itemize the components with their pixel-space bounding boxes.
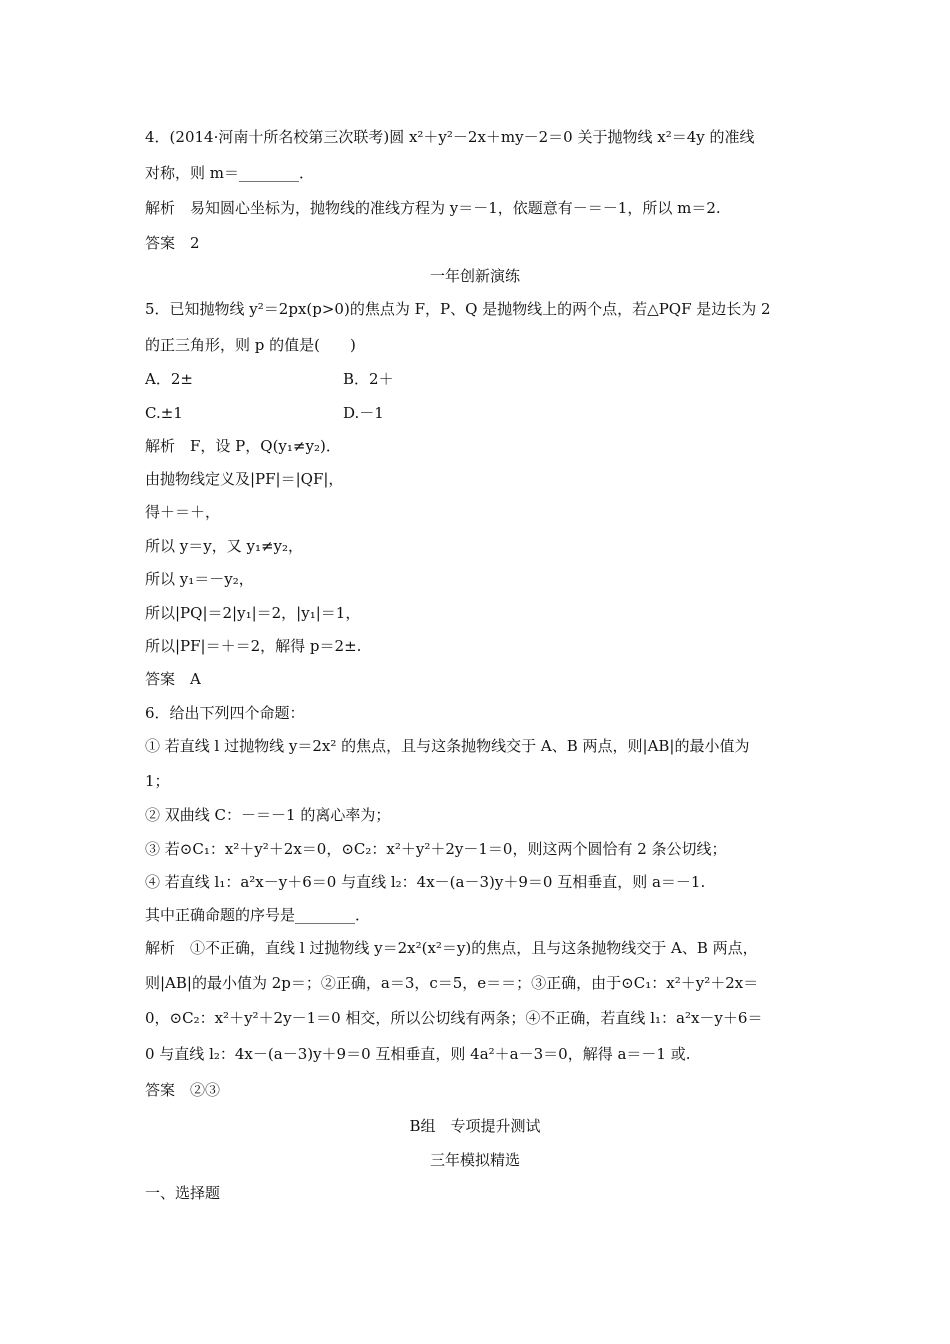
proposition-3: ③ 若⊙C₁：x²＋y²＋2x＝0，⊙C₂：x²＋y²＋2y－1＝0，则这两个圆恰有 2 条公切线；	[145, 840, 727, 858]
proposition-4: ④ 若直线 l₁：a²x－y＋6＝0 与直线 l₂：4x－(a－3)y＋9＝0 互相垂直，则 a＝－1.	[145, 873, 706, 891]
question-5-line-2: 的正三角形，则 p 的值是( )	[145, 336, 356, 354]
solution-6-line-4: 0 与直线 l₂：4x－(a－3)y＋9＝0 互相垂直，则 4a²＋a－3＝0，解得 a＝－1 或.	[145, 1045, 691, 1063]
solution-5-line-7: 所以|PF|＝＋＝2，解得 p＝2±.	[145, 637, 362, 655]
solution-5-line-3: 得＋＝＋，	[145, 503, 221, 521]
solution-5-line-1: 解析 F，设 P，Q(y₁≠y₂)．	[145, 437, 341, 455]
option-b: B．2＋	[343, 370, 394, 388]
answer-6: 答案 ②③	[145, 1081, 221, 1099]
proposition-2: ② 双曲线 C：－＝－1 的离心率为；	[145, 806, 391, 824]
solution-5-line-5: 所以 y₁＝－y₂，	[145, 570, 254, 588]
answer-5: 答案 A	[145, 670, 201, 688]
option-d: D.－1	[343, 404, 384, 422]
question-6-line-1: 6．给出下列四个命题：	[145, 704, 305, 722]
solution-6-line-2: 则|AB|的最小值为 2p＝；②正确，a＝3，c＝5，e＝＝；③正确，由于⊙C₁：x²＋y²＋2x＝	[145, 974, 759, 992]
option-c: C.±1	[145, 404, 183, 422]
proposition-1-line-2: 1；	[145, 772, 170, 790]
solution-5-line-2: 由抛物线定义及|PF|＝|QF|，	[145, 470, 344, 488]
solution-6-line-1: 解析 ①不正确，直线 l 过抛物线 y＝2x²(x²＝y)的焦点，且与这条抛物线交于 A、B 两点，	[145, 939, 758, 957]
question-4-line-2: 对称，则 m＝________．	[145, 164, 314, 182]
question-5-line-1: 5．已知抛物线 y²＝2px(p>0)的焦点为 F，P、Q 是抛物线上的两个点，若△PQF 是边长为 2	[145, 300, 771, 318]
solution-6-line-3: 0，⊙C₂：x²＋y²＋2y－1＝0 相交，所以公切线有两条；④不正确，若直线 l₁：a²x－y＋6＝	[145, 1009, 763, 1027]
question-4-line-1: 4．(2014·河南十所名校第三次联考)圆 x²＋y²－2x＋my－2＝0 关于抛物线 x²＝4y 的准线	[145, 128, 755, 146]
solution-4: 解析 易知圆心坐标为，抛物线的准线方程为 y＝－1，依题意有－＝－1，所以 m＝2.	[145, 199, 721, 217]
subsection-multiple-choice: 一、选择题	[145, 1184, 221, 1202]
proposition-1-line-1: ① 若直线 l 过抛物线 y＝2x² 的焦点，且与这条抛物线交于 A、B 两点，则|AB|的最小值为	[145, 737, 750, 755]
section-heading-group-b: B组 专项提升测试	[409, 1117, 541, 1135]
section-heading-innovation: 一年创新演练	[429, 267, 520, 285]
solution-5-line-4: 所以 y＝y，又 y₁≠y₂，	[145, 537, 304, 555]
option-a: A．2±	[145, 370, 193, 388]
answer-4: 答案 2	[145, 234, 200, 252]
section-heading-simulation: 三年模拟精选	[429, 1151, 520, 1169]
solution-5-line-6: 所以|PQ|＝2|y₁|＝2，|y₁|＝1，	[145, 604, 361, 622]
question-6-prompt: 其中正确命题的序号是________．	[145, 906, 371, 924]
